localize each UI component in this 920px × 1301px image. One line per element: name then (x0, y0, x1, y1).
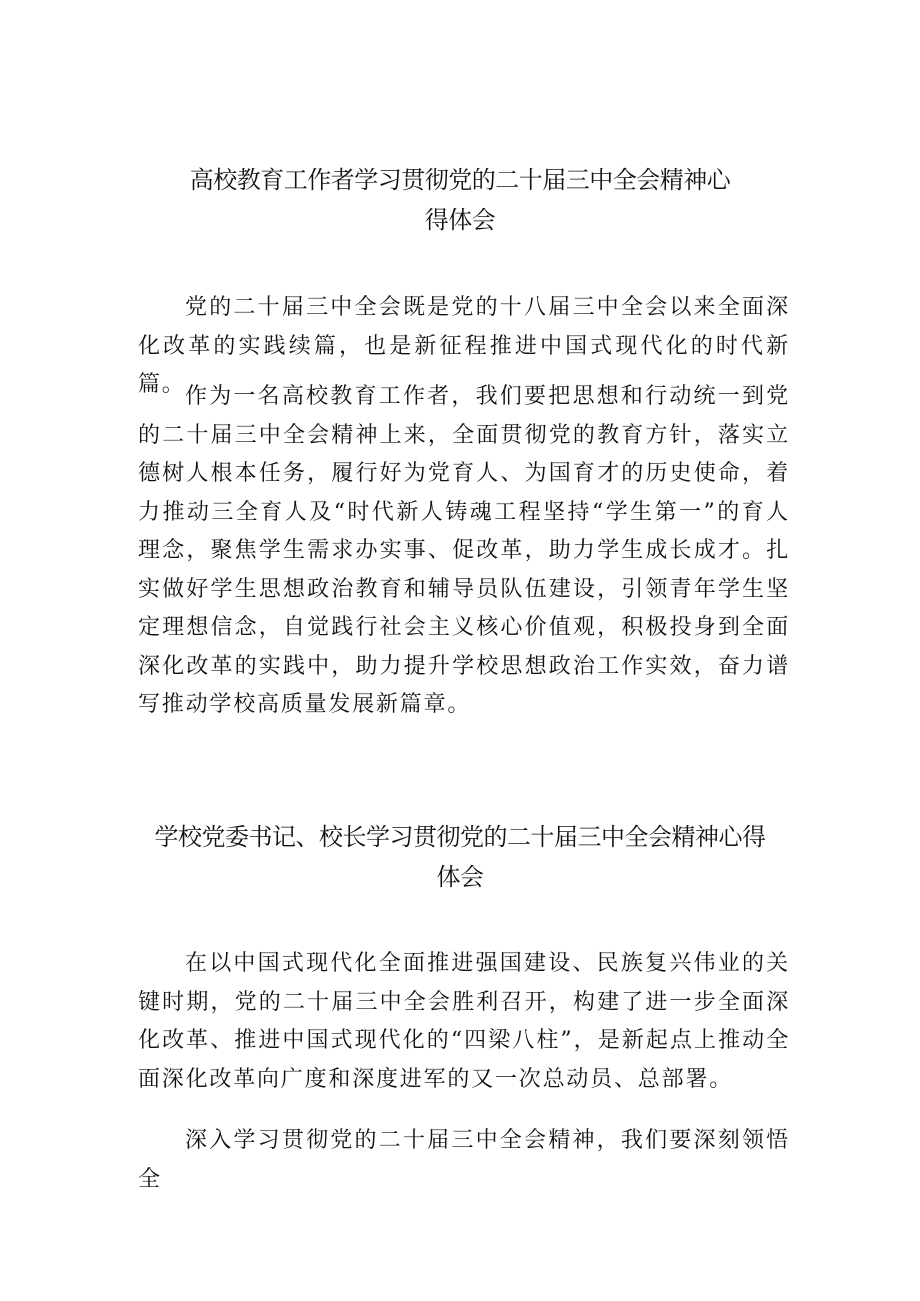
section-1-title-line-1: 高校教育工作者学习贯彻党的二十届三中全会精神心 (189, 166, 731, 194)
section-2-title-line-1: 学校党委书记、校长学习贯彻党的二十届三中全会精神心得 (154, 823, 766, 851)
section-2-title (130, 817, 790, 897)
section-2-paragraph-2: 深入学习贯彻党的二十届三中全会精神，我们要深刻领悟全 (138, 1128, 790, 1192)
section-1-paragraph-2: 作为一名高校教育工作者，我们要把思想和行动统一到党的二十届三中全会精神上来，全面贯彻党的教育方针，落实立德树人根本任务，履行好为党育人、为国育才的历史使命，着力推动三全育人及“时代新人铸魂工程坚持“学生第一”的育人理念，聚焦学生需求办实事、促改革，助力学生成长成才。扎实做好学生思想政治教育和辅导员队伍建设，引领青年学生坚定理想信念，自觉践行社会主义核心价值观，积极投身到全面深化改革的实践中，助力提升学校思想政治工作实效，奋力谱写推动学校高质量发展新篇章。 (138, 384, 790, 717)
section-2-title-line-2: 体会 (436, 863, 484, 891)
section-1-title-line-2: 得体会 (424, 206, 496, 234)
section-2-paragraph-1: 在以中国式现代化全面推进强国建设、民族复兴伟业的关键时期，党的二十届三中全会胜利召开，构建了进一步全面深化改革、推进中国式现代化的“四梁八柱”，是新起点上推动全面深化改革向广度和深度进军的又一次总动员、总部署。 (138, 951, 790, 1092)
section-1-paragraph-1: 党的二十届三中全会既是党的十八届三中全会以来全面深化改革的实践续篇，也是新征程推进中国式现代化的时代新篇。 (138, 295, 790, 397)
section-1-title (130, 160, 790, 240)
